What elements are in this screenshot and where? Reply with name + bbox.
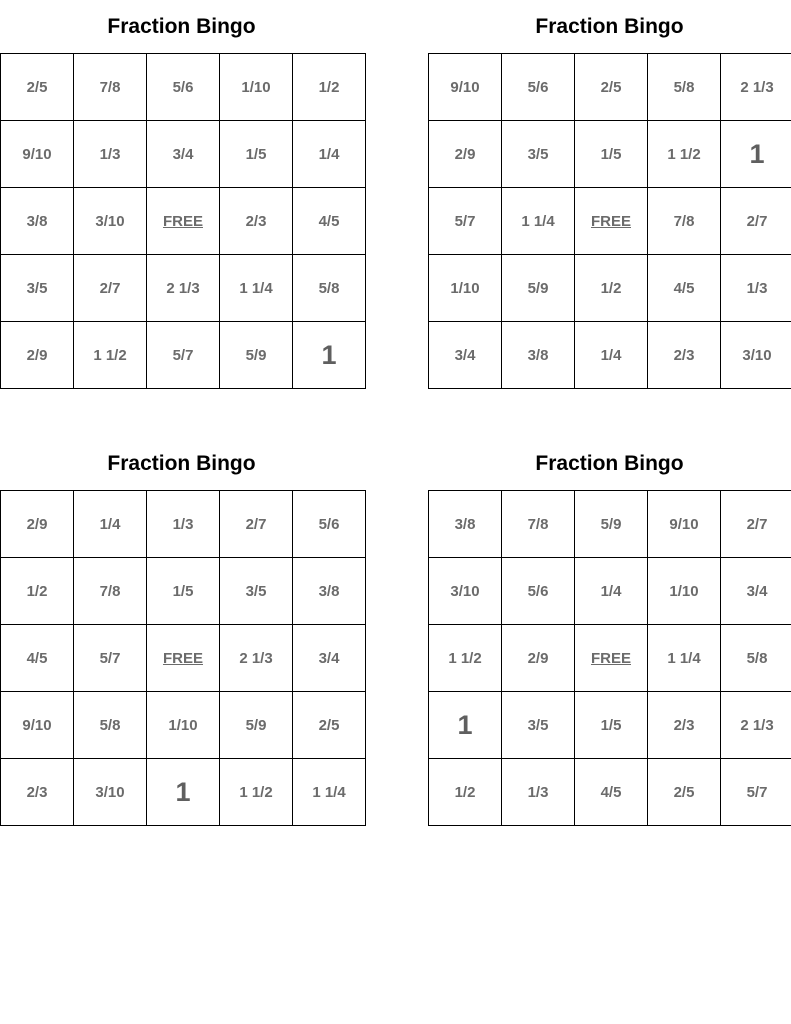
bingo-cell: 7/8 — [648, 188, 721, 255]
bingo-cell: 5/6 — [502, 54, 575, 121]
bingo-cell: 7/8 — [74, 558, 147, 625]
bingo-cell: 2/5 — [293, 692, 366, 759]
bingo-cell: 9/10 — [429, 54, 502, 121]
bingo-row — [1, 692, 366, 759]
bingo-cell: 1/5 — [220, 121, 293, 188]
bingo-cell: 5/7 — [147, 322, 220, 389]
bingo-cell: 1/10 — [147, 692, 220, 759]
bingo-cell: 2/7 — [721, 188, 791, 255]
bingo-row — [1, 322, 366, 389]
bingo-cell: 3/4 — [721, 558, 791, 625]
bingo-cell: 2/7 — [74, 255, 147, 322]
bingo-cell: 1/2 — [429, 759, 502, 826]
bingo-row — [429, 625, 791, 692]
bingo-card — [0, 14, 363, 389]
bingo-cell: 1/4 — [575, 322, 648, 389]
bingo-cell: 3/8 — [293, 558, 366, 625]
bingo-cell: 5/6 — [293, 491, 366, 558]
bingo-cell: 2/3 — [220, 188, 293, 255]
bingo-cell: 5/9 — [575, 491, 648, 558]
bingo-cell: 3/8 — [502, 322, 575, 389]
bingo-cell: 1 1/4 — [220, 255, 293, 322]
bingo-cell: 2 1/3 — [147, 255, 220, 322]
bingo-cell: 1/5 — [147, 558, 220, 625]
bingo-row — [429, 558, 791, 625]
bingo-cell: 3/10 — [429, 558, 502, 625]
free-space: FREE — [575, 188, 648, 255]
bingo-cell: 3/5 — [1, 255, 74, 322]
bingo-cell: 1/5 — [575, 692, 648, 759]
bingo-cell: 1/2 — [575, 255, 648, 322]
bingo-cell: 9/10 — [1, 121, 74, 188]
bingo-cell: 5/6 — [147, 54, 220, 121]
bingo-cell: 1 1/2 — [429, 625, 502, 692]
bingo-cell: 1/3 — [74, 121, 147, 188]
bingo-row — [1, 255, 366, 322]
bingo-cell: 1 1/4 — [293, 759, 366, 826]
bingo-cell: 3/4 — [147, 121, 220, 188]
bingo-cell: 2/5 — [648, 759, 721, 826]
bingo-row — [1, 491, 366, 558]
bingo-cell: 1 1/2 — [648, 121, 721, 188]
bingo-cell: 2/3 — [1, 759, 74, 826]
free-space: FREE — [575, 625, 648, 692]
bingo-cell: 1 1/2 — [74, 322, 147, 389]
bingo-cell: 5/8 — [74, 692, 147, 759]
bingo-cell: 1/3 — [502, 759, 575, 826]
bingo-cell: 3/4 — [293, 625, 366, 692]
bingo-cell: 4/5 — [648, 255, 721, 322]
bingo-cell: 1/3 — [721, 255, 791, 322]
card-title: Fraction Bingo — [107, 15, 256, 38]
bingo-cell: 4/5 — [1, 625, 74, 692]
bingo-grid — [428, 53, 791, 389]
bingo-cell: 2/5 — [1, 54, 74, 121]
bingo-cell: 3/10 — [74, 759, 147, 826]
bingo-row — [429, 54, 791, 121]
bingo-cell: 1/4 — [293, 121, 366, 188]
bingo-cell: 1 — [293, 322, 366, 389]
bingo-row — [429, 188, 791, 255]
bingo-cell: 1 1/2 — [220, 759, 293, 826]
bingo-cell: 5/7 — [429, 188, 502, 255]
bingo-cell: 3/8 — [429, 491, 502, 558]
bingo-cell: 5/8 — [721, 625, 791, 692]
bingo-cell: 1/3 — [147, 491, 220, 558]
bingo-cell: 5/8 — [293, 255, 366, 322]
bingo-cell: 5/9 — [220, 322, 293, 389]
card-title: Fraction Bingo — [535, 15, 684, 38]
bingo-cell: 7/8 — [502, 491, 575, 558]
bingo-row — [1, 121, 366, 188]
bingo-cell: 5/7 — [74, 625, 147, 692]
bingo-cell: 2/3 — [648, 322, 721, 389]
bingo-row — [1, 188, 366, 255]
bingo-cell: 4/5 — [293, 188, 366, 255]
bingo-row — [429, 759, 791, 826]
bingo-cell: 3/5 — [502, 692, 575, 759]
bingo-cell: 2/9 — [1, 491, 74, 558]
free-space: FREE — [147, 625, 220, 692]
bingo-row — [1, 54, 366, 121]
bingo-cell: 5/7 — [721, 759, 791, 826]
bingo-row — [1, 625, 366, 692]
bingo-cell: 1 1/4 — [648, 625, 721, 692]
bingo-row — [429, 322, 791, 389]
bingo-cell: 3/10 — [721, 322, 791, 389]
bingo-row — [429, 692, 791, 759]
bingo-cell: 5/9 — [220, 692, 293, 759]
bingo-cell: 5/9 — [502, 255, 575, 322]
bingo-grid — [428, 490, 791, 826]
bingo-cell: 1 — [147, 759, 220, 826]
bingo-cell: 1/5 — [575, 121, 648, 188]
bingo-cell: 9/10 — [648, 491, 721, 558]
bingo-cell: 2 1/3 — [721, 692, 791, 759]
bingo-cell: 2/9 — [502, 625, 575, 692]
bingo-card — [428, 451, 791, 826]
card-title: Fraction Bingo — [107, 452, 256, 475]
bingo-cell: 1 — [721, 121, 791, 188]
bingo-cell: 1/10 — [648, 558, 721, 625]
bingo-cell: 1/2 — [1, 558, 74, 625]
bingo-cell: 2/9 — [429, 121, 502, 188]
bingo-row — [429, 491, 791, 558]
bingo-cell: 2/7 — [220, 491, 293, 558]
bingo-cell: 9/10 — [1, 692, 74, 759]
bingo-cell: 3/5 — [502, 121, 575, 188]
bingo-cell: 5/6 — [502, 558, 575, 625]
bingo-cell: 2 1/3 — [721, 54, 791, 121]
bingo-cell: 3/4 — [429, 322, 502, 389]
bingo-cell: 4/5 — [575, 759, 648, 826]
bingo-row — [1, 558, 366, 625]
bingo-row — [1, 759, 366, 826]
bingo-cell: 1 1/4 — [502, 188, 575, 255]
free-space: FREE — [147, 188, 220, 255]
bingo-cell: 2/7 — [721, 491, 791, 558]
bingo-cell: 2 1/3 — [220, 625, 293, 692]
bingo-row — [429, 255, 791, 322]
card-title: Fraction Bingo — [535, 452, 684, 475]
bingo-cell: 1/4 — [74, 491, 147, 558]
bingo-card — [0, 451, 363, 826]
bingo-row — [429, 121, 791, 188]
bingo-cell: 5/8 — [648, 54, 721, 121]
bingo-cell: 1/4 — [575, 558, 648, 625]
bingo-cell: 1/10 — [220, 54, 293, 121]
bingo-cell: 3/10 — [74, 188, 147, 255]
bingo-cell: 1/10 — [429, 255, 502, 322]
bingo-cell: 1 — [429, 692, 502, 759]
bingo-cell: 1/2 — [293, 54, 366, 121]
bingo-grid — [0, 53, 366, 389]
bingo-cell: 2/3 — [648, 692, 721, 759]
bingo-cell: 2/5 — [575, 54, 648, 121]
bingo-card — [428, 14, 791, 389]
bingo-cell: 3/8 — [1, 188, 74, 255]
bingo-grid — [0, 490, 366, 826]
bingo-cell: 7/8 — [74, 54, 147, 121]
bingo-cell: 3/5 — [220, 558, 293, 625]
bingo-cell: 2/9 — [1, 322, 74, 389]
